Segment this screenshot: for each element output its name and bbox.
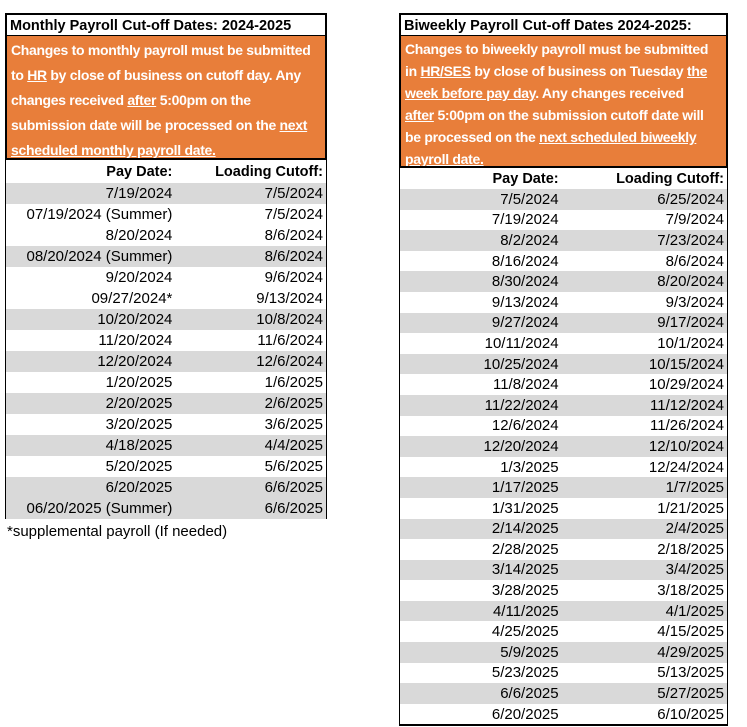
table-row bbox=[6, 351, 326, 372]
table-row bbox=[400, 436, 727, 457]
table-row bbox=[400, 230, 727, 251]
biweekly-header-box bbox=[399, 13, 728, 168]
table-row bbox=[6, 267, 326, 288]
loading-cutoff-cell: 5/27/2025 bbox=[657, 685, 724, 703]
table-row bbox=[400, 271, 727, 292]
monthly-title: Monthly Payroll Cut-off Dates: 2024-2025 bbox=[7, 15, 325, 36]
pay-date-cell: 4/11/2025 bbox=[492, 602, 559, 620]
table-row bbox=[400, 642, 727, 663]
table-row bbox=[400, 354, 727, 375]
loading-cutoff-cell: 6/10/2025 bbox=[657, 705, 724, 723]
loading-cutoff-cell: 8/6/2024 bbox=[264, 227, 323, 244]
table-row bbox=[400, 333, 727, 354]
loading-cutoff-cell: 12/24/2024 bbox=[648, 458, 724, 476]
table-row bbox=[400, 395, 727, 416]
pay-date-cell: 9/13/2024 bbox=[491, 293, 559, 311]
loading-cutoff-cell: 2/6/2025 bbox=[264, 395, 323, 412]
monthly-footnote: *supplemental payroll (If needed) bbox=[7, 523, 228, 540]
pay-date-cell: 09/27/2024* bbox=[91, 290, 173, 307]
loading-cutoff-cell: 5/13/2025 bbox=[657, 664, 724, 682]
loading-cutoff-cell: 10/8/2024 bbox=[256, 311, 323, 328]
pay-date-cell: 11/8/2024 bbox=[492, 376, 559, 394]
pay-date-cell: 7/19/2024 bbox=[105, 185, 173, 202]
loading-cutoff-cell: 12/6/2024 bbox=[256, 353, 323, 370]
pay-date-cell: 4/18/2025 bbox=[105, 437, 173, 454]
pay-date-cell: 1/17/2025 bbox=[491, 479, 559, 497]
pay-date-cell: 3/14/2025 bbox=[491, 561, 559, 579]
table-row bbox=[6, 414, 326, 435]
monthly-column-header-row bbox=[6, 160, 326, 183]
loading-cutoff-cell: 6/6/2025 bbox=[264, 500, 323, 517]
table-row bbox=[6, 225, 326, 246]
monthly-payroll-table bbox=[5, 13, 327, 540]
biweekly-rows bbox=[400, 189, 727, 724]
monthly-notice: Changes to monthly payroll must be submitted to HR by close of business on cutoff day. Any changes received after 5:00pm on the submission date will be processed on the next scheduled monthly payroll date. bbox=[7, 36, 325, 158]
pay-date-cell: 6/20/2025 bbox=[105, 479, 173, 496]
pay-date-cell: 5/20/2025 bbox=[105, 458, 173, 475]
loading-cutoff-cell: 8/6/2024 bbox=[665, 252, 724, 270]
table-row bbox=[400, 663, 727, 684]
loading-cutoff-cell: 2/18/2025 bbox=[657, 540, 724, 558]
table-row bbox=[6, 498, 326, 519]
table-row bbox=[400, 374, 727, 395]
table-row bbox=[6, 393, 326, 414]
loading-cutoff-cell: 12/10/2024 bbox=[648, 437, 724, 455]
loading-cutoff-header: Loading Cutoff: bbox=[616, 170, 724, 187]
table-row bbox=[400, 189, 727, 210]
loading-cutoff-cell: 2/4/2025 bbox=[665, 520, 724, 538]
biweekly-title: Biweekly Payroll Cut-off Dates 2024-2025: bbox=[401, 15, 726, 36]
loading-cutoff-cell: 3/4/2025 bbox=[665, 561, 724, 579]
loading-cutoff-cell: 6/6/2025 bbox=[264, 479, 323, 496]
pay-date-cell: 12/6/2024 bbox=[491, 417, 559, 435]
table-row bbox=[400, 251, 727, 272]
pay-date-cell: 10/25/2024 bbox=[483, 355, 559, 373]
loading-cutoff-cell: 6/25/2024 bbox=[657, 190, 724, 208]
pay-date-cell: 08/20/2024 (Summer) bbox=[26, 248, 173, 265]
loading-cutoff-header: Loading Cutoff: bbox=[215, 163, 323, 180]
table-row bbox=[400, 498, 727, 519]
pay-date-cell: 3/28/2025 bbox=[491, 582, 559, 600]
loading-cutoff-cell: 7/5/2024 bbox=[264, 206, 323, 223]
table-row bbox=[400, 313, 727, 334]
loading-cutoff-cell: 1/6/2025 bbox=[264, 374, 323, 391]
biweekly-notice: Changes to biweekly payroll must be submitted in HR/SES by close of business on Tuesday the week before pay day. Any changes received after 5:00pm on the submission cutoff date will be processed on the next scheduled biweekly payroll date. bbox=[401, 36, 726, 166]
loading-cutoff-cell: 3/6/2025 bbox=[264, 416, 323, 433]
table-row bbox=[400, 457, 727, 478]
pay-date-cell: 11/22/2024 bbox=[484, 396, 559, 414]
table-row bbox=[400, 683, 727, 704]
pay-date-cell: 3/20/2025 bbox=[105, 416, 173, 433]
pay-date-cell: 11/20/2024 bbox=[98, 332, 173, 349]
loading-cutoff-cell: 8/6/2024 bbox=[264, 248, 323, 265]
table-row bbox=[6, 456, 326, 477]
loading-cutoff-cell: 7/23/2024 bbox=[657, 231, 724, 249]
pay-date-cell: 10/20/2024 bbox=[97, 311, 173, 328]
loading-cutoff-cell: 7/5/2024 bbox=[264, 185, 323, 202]
loading-cutoff-cell: 1/21/2025 bbox=[657, 499, 724, 517]
biweekly-payroll-table bbox=[399, 13, 728, 726]
table-row bbox=[6, 183, 326, 204]
loading-cutoff-cell: 9/13/2024 bbox=[256, 290, 323, 307]
loading-cutoff-cell: 10/1/2024 bbox=[657, 334, 724, 352]
loading-cutoff-cell: 10/15/2024 bbox=[648, 355, 724, 373]
loading-cutoff-cell: 10/29/2024 bbox=[648, 376, 724, 394]
table-row bbox=[6, 330, 326, 351]
table-row bbox=[6, 435, 326, 456]
table-row bbox=[6, 477, 326, 498]
loading-cutoff-cell: 1/7/2025 bbox=[665, 479, 724, 497]
pay-date-cell: 2/20/2025 bbox=[105, 395, 173, 412]
loading-cutoff-cell: 11/26/2024 bbox=[650, 417, 724, 435]
table-row bbox=[6, 372, 326, 393]
loading-cutoff-cell: 4/4/2025 bbox=[264, 437, 323, 454]
table-row bbox=[6, 204, 326, 225]
pay-date-cell: 06/20/2025 (Summer) bbox=[26, 500, 173, 517]
table-row bbox=[400, 621, 727, 642]
table-row bbox=[400, 601, 727, 622]
table-row bbox=[400, 560, 727, 581]
loading-cutoff-cell: 9/17/2024 bbox=[657, 314, 724, 332]
table-row bbox=[400, 477, 727, 498]
table-row bbox=[6, 246, 326, 267]
biweekly-column-header-row bbox=[400, 168, 727, 189]
loading-cutoff-cell: 5/6/2025 bbox=[264, 458, 323, 475]
table-row bbox=[400, 292, 727, 313]
loading-cutoff-cell: 7/9/2024 bbox=[665, 211, 724, 229]
loading-cutoff-cell: 11/12/2024 bbox=[650, 396, 724, 414]
pay-date-cell: 07/19/2024 (Summer) bbox=[26, 206, 173, 223]
pay-date-cell: 7/19/2024 bbox=[491, 211, 559, 229]
pay-date-cell: 4/25/2025 bbox=[491, 623, 559, 641]
pay-date-cell: 6/20/2025 bbox=[491, 705, 559, 723]
pay-date-cell: 2/14/2025 bbox=[491, 520, 559, 538]
pay-date-cell: 8/20/2024 bbox=[105, 227, 173, 244]
loading-cutoff-cell: 9/6/2024 bbox=[264, 269, 323, 286]
pay-date-cell: 5/23/2025 bbox=[491, 664, 559, 682]
pay-date-cell: 2/28/2025 bbox=[491, 540, 559, 558]
loading-cutoff-cell: 11/6/2024 bbox=[257, 332, 323, 349]
loading-cutoff-cell: 8/20/2024 bbox=[657, 273, 724, 291]
table-row bbox=[400, 580, 727, 601]
table-row bbox=[6, 309, 326, 330]
loading-cutoff-cell: 9/3/2024 bbox=[665, 293, 724, 311]
monthly-table-body bbox=[5, 160, 327, 519]
table-row bbox=[400, 416, 727, 437]
pay-date-cell: 5/9/2025 bbox=[500, 643, 559, 661]
pay-date-cell: 10/11/2024 bbox=[484, 334, 559, 352]
pay-date-cell: 7/5/2024 bbox=[500, 190, 559, 208]
pay-date-cell: 1/3/2025 bbox=[500, 458, 559, 476]
monthly-header-box bbox=[5, 13, 327, 160]
pay-date-cell: 12/20/2024 bbox=[483, 437, 559, 455]
table-row bbox=[400, 210, 727, 231]
pay-date-cell: 9/20/2024 bbox=[105, 269, 173, 286]
pay-date-cell: 8/30/2024 bbox=[491, 273, 559, 291]
table-row bbox=[400, 519, 727, 540]
loading-cutoff-cell: 4/29/2025 bbox=[657, 643, 724, 661]
pay-date-cell: 6/6/2025 bbox=[500, 685, 559, 703]
loading-cutoff-cell: 3/18/2025 bbox=[657, 582, 724, 600]
loading-cutoff-cell: 4/1/2025 bbox=[665, 602, 724, 620]
biweekly-table-body bbox=[399, 168, 728, 726]
table-row bbox=[400, 539, 727, 560]
pay-date-cell: 12/20/2024 bbox=[97, 353, 173, 370]
table-row bbox=[400, 704, 727, 725]
pay-date-cell: 1/31/2025 bbox=[491, 499, 559, 517]
table-row bbox=[6, 288, 326, 309]
pay-date-cell: 8/2/2024 bbox=[500, 231, 559, 249]
pay-date-cell: 1/20/2025 bbox=[105, 374, 173, 391]
monthly-rows bbox=[6, 183, 326, 519]
pay-date-cell: 9/27/2024 bbox=[491, 314, 559, 332]
pay-date-header: Pay Date: bbox=[492, 170, 559, 187]
pay-date-cell: 8/16/2024 bbox=[491, 252, 559, 270]
loading-cutoff-cell: 4/15/2025 bbox=[657, 623, 724, 641]
pay-date-header: Pay Date: bbox=[106, 163, 173, 180]
